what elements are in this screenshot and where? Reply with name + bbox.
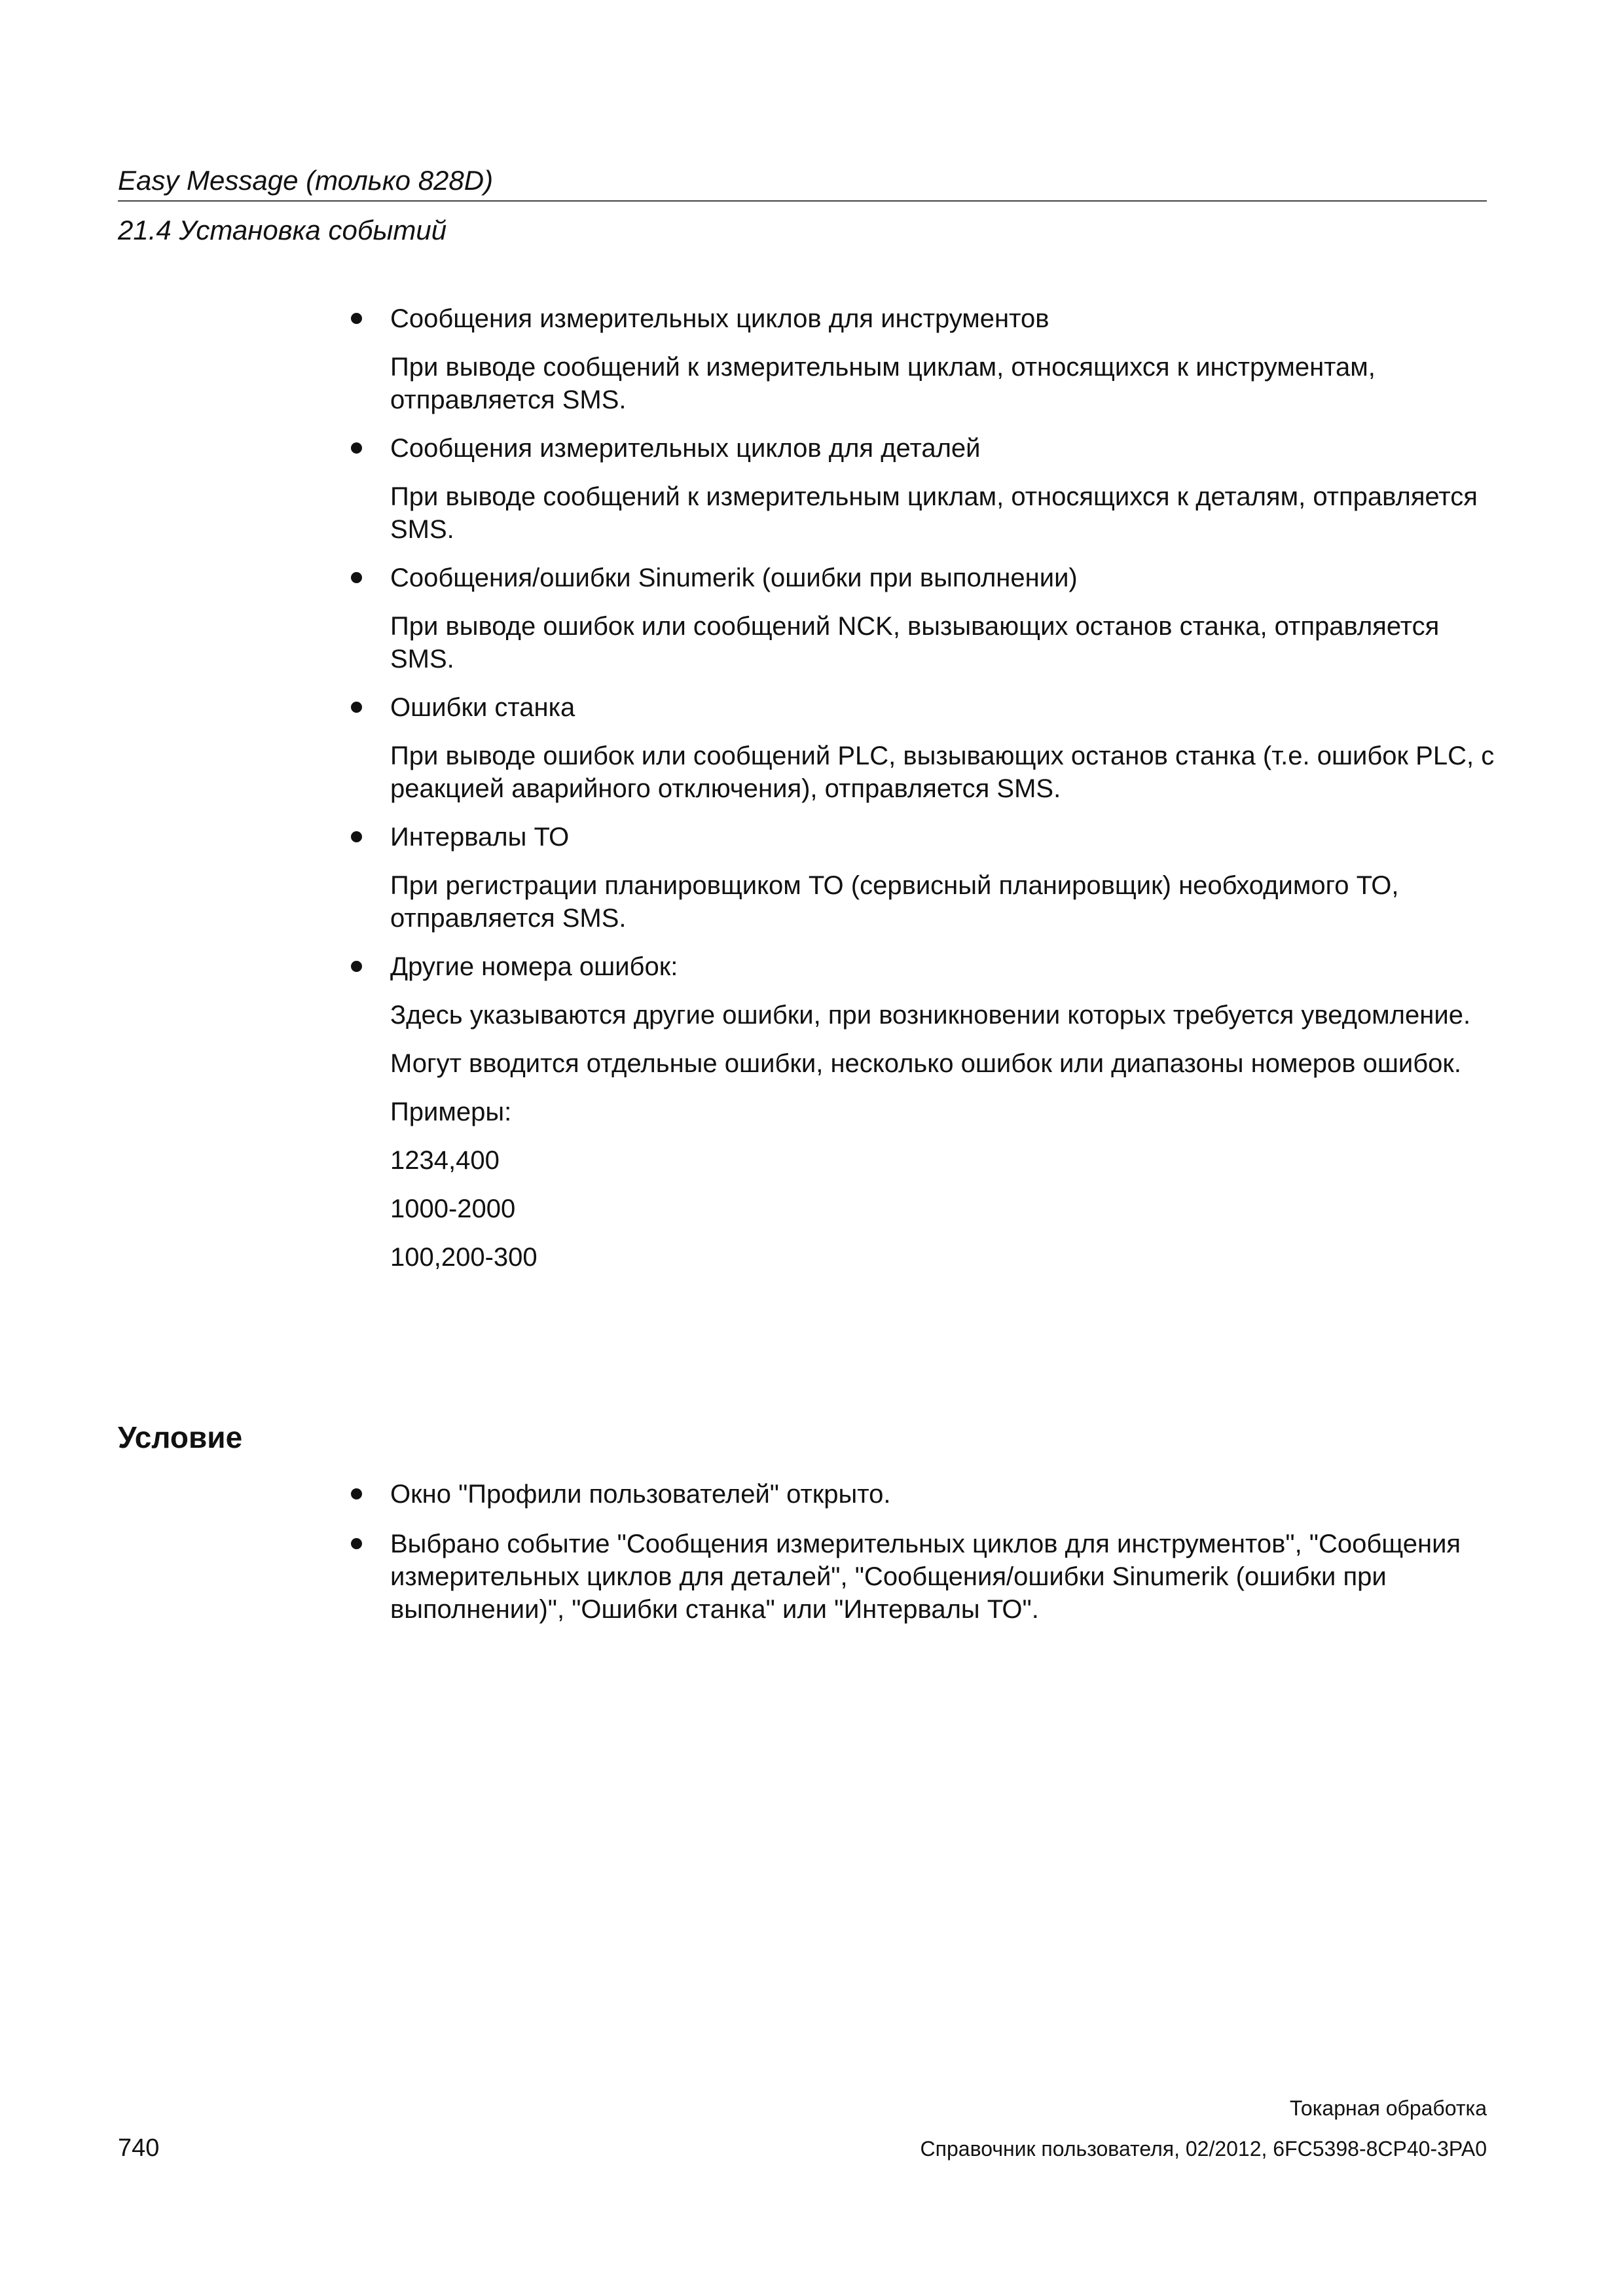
section-title: 21.4 Установка событий <box>118 215 447 245</box>
list-item <box>347 302 1499 335</box>
list-item <box>347 1478 1499 1511</box>
header-divider <box>118 200 1487 202</box>
list-item-title: Ошибки станка <box>390 693 575 722</box>
list-item-title: Сообщения/ошибки Sinumerik (ошибки при выполнении) <box>390 564 1078 592</box>
list-item <box>347 691 1499 724</box>
example-value: 1000-2000 <box>390 1194 516 1223</box>
example-value: 1234,400 <box>390 1146 500 1175</box>
bullet-icon <box>351 831 362 842</box>
condition-heading: Условие <box>118 1420 243 1454</box>
page-footer <box>118 2094 1487 2173</box>
page-header <box>118 164 1487 247</box>
list-item-title: Сообщения измерительных циклов для инструментов <box>390 304 1049 333</box>
bullet-icon <box>351 313 362 324</box>
chapter-title: Easy Message (только 828D) <box>118 165 494 196</box>
list-item-description: При выводе ошибок или сообщений PLC, вызывающих останов станка (т.е. ошибок PLC, с реакцией аварийного отключения), отправляется SMS. <box>390 742 1495 803</box>
manual-title: Токарная обработка <box>1289 2096 1487 2120</box>
list-item <box>347 821 1499 853</box>
bullet-icon <box>351 702 362 713</box>
list-item-title: Сообщения измерительных циклов для деталей <box>390 434 981 463</box>
condition-list <box>347 1478 1499 1626</box>
examples-label: Примеры: <box>390 1098 512 1126</box>
list-item <box>347 950 1499 983</box>
bullet-icon <box>351 1488 362 1499</box>
list-item <box>347 1528 1499 1626</box>
example-value: 100,200-300 <box>390 1243 538 1272</box>
bullet-icon <box>351 572 362 583</box>
list-item-description: Здесь указываются другие ошибки, при возникновении которых требуется уведомление. <box>390 1001 1471 1030</box>
manual-edition: Справочник пользователя, 02/2012, 6FC5398-8CP40-3PA0 <box>920 2137 1487 2161</box>
condition-text: Окно "Профили пользователей" открыто. <box>390 1480 891 1509</box>
list-item <box>347 432 1499 465</box>
list-item <box>347 562 1499 594</box>
list-item-title: Другие номера ошибок: <box>390 952 678 981</box>
list-item-description: Могут вводится отдельные ошибки, несколько ошибок или диапазоны номеров ошибок. <box>390 1049 1462 1078</box>
list-item-description: При регистрации планировщиком ТО (сервисный планировщик) необходимого ТО, отправляется SMS. <box>390 871 1399 933</box>
bullet-icon <box>351 1538 362 1549</box>
condition-text: Выбрано событие "Сообщения измерительных циклов для инструментов", "Сообщения измерительных циклов для деталей", "Сообщения/ошибки Sinumerik (ошибки при выполнении)", "Ошибки станка" или "Интервалы ТО". <box>390 1530 1461 1624</box>
list-item-description: При выводе сообщений к измерительным циклам, относящихся к деталям, отправляется SMS. <box>390 482 1478 544</box>
list-item-title: Интервалы ТО <box>390 823 570 852</box>
bullet-icon <box>351 961 362 972</box>
page-number: 740 <box>118 2134 160 2162</box>
bullet-icon <box>351 442 362 454</box>
event-list <box>347 302 1499 1274</box>
list-item-description: При выводе ошибок или сообщений NCK, вызывающих останов станка, отправляется SMS. <box>390 612 1440 673</box>
list-item-description: При выводе сообщений к измерительным циклам, относящихся к инструментам, отправляется SMS. <box>390 353 1376 414</box>
